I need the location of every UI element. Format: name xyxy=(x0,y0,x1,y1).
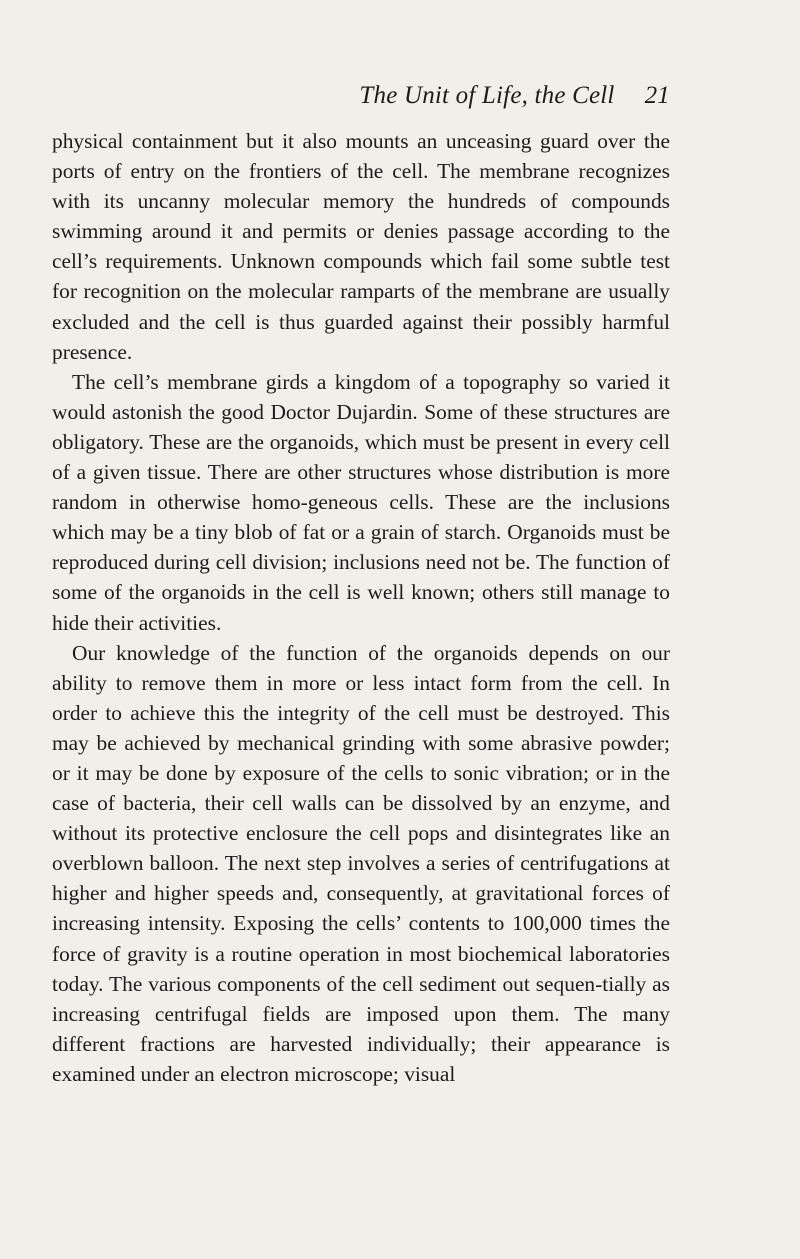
paragraph-continuation: physical containment but it also mounts an unceasing guard over the ports of entry on the frontiers of the cell. The membrane recognizes with its uncanny molecular memory the hundreds of compounds swimming around it and permits or denies passage according to the cell’s requirements. Unknown compounds which fail some subtle test for recognition on the molecular ramparts of the membrane are usually excluded and the cell is thus guarded against their possibly harmful presence. xyxy=(52,129,670,364)
running-head-title: The Unit of Life, the Cell xyxy=(359,82,615,109)
book-page xyxy=(52,82,670,1089)
paragraph-organoid-function: Our knowledge of the function of the organoids depends on our ability to remove them in more or less intact form from the cell. In order to achieve this the integrity of the cell must be destroyed. This may be achieved by mechanical grinding with some abrasive powder; or it may be done by exposure of the cells to sonic vibration; or in the case of bacteria, their cell walls can be dissolved by an enzyme, and without its protective enclosure the cell pops and disintegrates like an overblown balloon. The next step involves a series of centrifugations at higher and higher speeds and, consequently, at gravitational forces of increasing intensity. Exposing the cells’ contents to 100,000 times the force of gravity is a routine operation in most biochemical laboratories today. The various components of the cell sediment out sequen-tially as increasing centrifugal fields are imposed upon them. The many different fractions are harvested individually; their appearance is examined under an electron microscope; visual xyxy=(52,640,670,1086)
body-text xyxy=(52,126,670,1089)
paragraph-membrane-kingdom: The cell’s membrane girds a kingdom of a topography so varied it would astonish the good Doctor Dujardin. Some of these structures are obligatory. These are the organoids, which must be present in every cell of a given tissue. There are other structures whose distribution is more random in otherwise homo-geneous cells. These are the inclusions which may be a tiny blob of fat or a grain of starch. Organoids must be reproduced during cell division; inclusions need not be. The function of some of the organoids in the cell is well known; others still manage to hide their activities. xyxy=(52,369,670,635)
page-number: 21 xyxy=(644,82,670,109)
running-head xyxy=(52,82,670,116)
